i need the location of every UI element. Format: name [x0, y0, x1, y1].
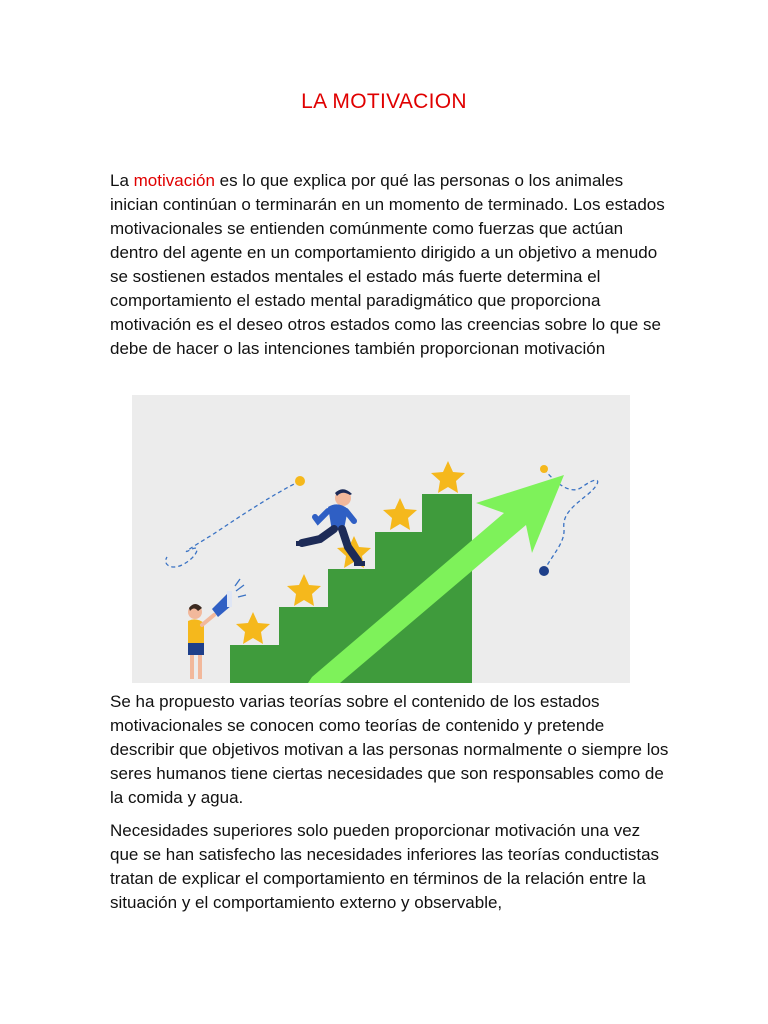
dot-left [295, 476, 305, 486]
dot-right-blue [539, 566, 549, 576]
dot-right-yellow [540, 465, 548, 473]
paragraph-content-theories: Se ha propuesto varias teorías sobre el contenido de los estados motivacionales se conocen como teorías de contenido y pretende describir que objetivos motivan a las personas normalmente o siempre los seres humanos tiene ciertas necesidades que son responsables como de la comida y agua. [110, 692, 669, 807]
motivation-illustration [132, 395, 630, 683]
paragraph-intro [110, 169, 670, 361]
dashed-path-left [166, 481, 300, 567]
paragraph-intro-prefix: La [110, 171, 134, 190]
document-title: LA MOTIVACION [301, 90, 467, 113]
running-man-icon [296, 489, 365, 566]
motivation-keyword: motivación [133, 171, 215, 190]
paragraph-behaviorist-theories: Necesidades superiores solo pueden proporcionar motivación una vez que se han satisfecho las necesidades inferiores las teorías conductistas tratan de explicar el comportamiento en términos de la relación entre la situación y el comportamiento externo y observable, [110, 821, 660, 912]
motivation-illustration-svg [132, 395, 630, 683]
paragraph-intro-rest: es lo que explica por qué las personas o los animales inician continúan o terminarán en un momento de terminado. Los estados motivacionales se entienden comúnmente como fuerzas que actúan dentro del agente en un comportamiento dirigido a un objetivo a menudo se sostienen estados mentales el estado más fuerte determina el comportamiento el estado mental paradigmático que proporciona motivación es el deseo otros estados como las creencias sobre lo que se debe de hacer o las intenciones también proporcionan motivación [110, 171, 665, 358]
